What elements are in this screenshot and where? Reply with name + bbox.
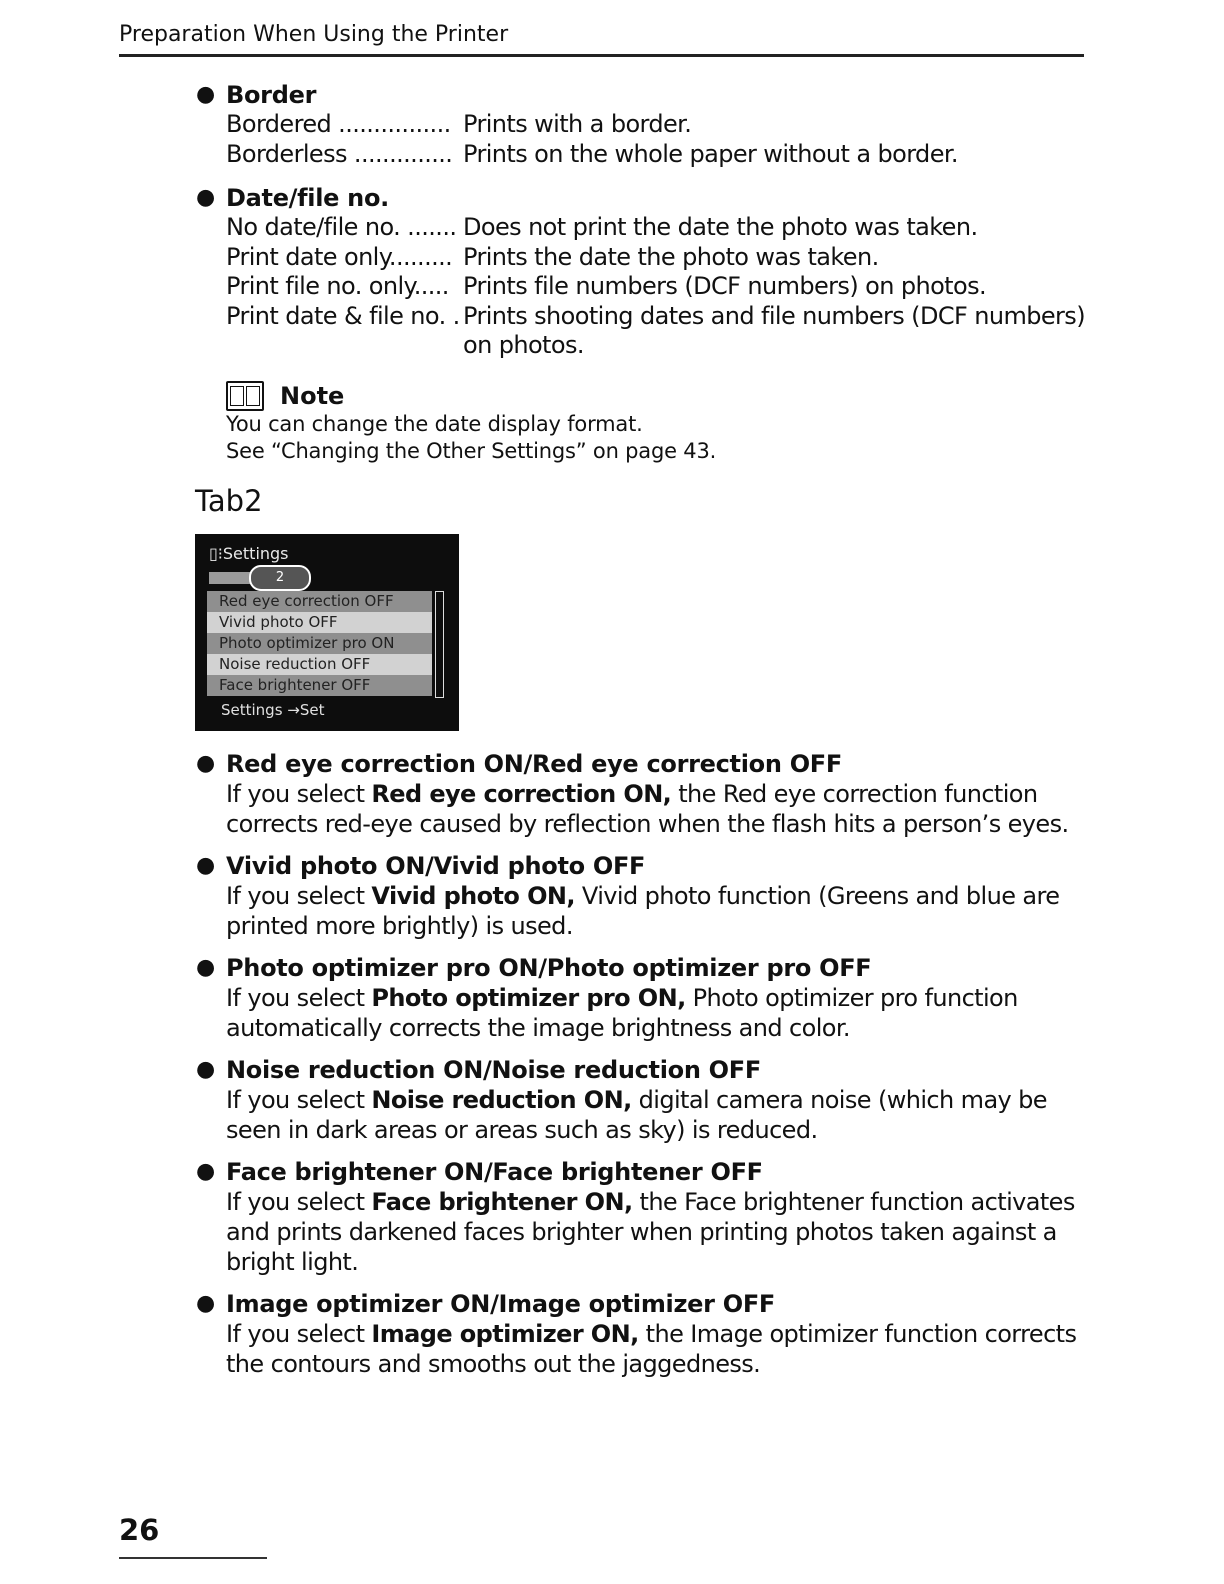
bullet: ● bbox=[196, 1057, 216, 1082]
option-desc: Prints file numbers (DCF numbers) on photos. bbox=[463, 272, 986, 300]
note-line: You can change the date display format. bbox=[226, 412, 643, 436]
item-body: If you select Image optimizer ON, the Image optimizer function corrects the contours and smooths out the jaggedness. bbox=[226, 1320, 1077, 1378]
option-term: Print file no. only..... bbox=[226, 272, 449, 300]
lcd-tab-2: 2 bbox=[249, 565, 311, 591]
bullet: ● bbox=[196, 853, 216, 878]
option-term: Print date & file no. . bbox=[226, 301, 460, 330]
lcd-tab-1 bbox=[209, 572, 253, 584]
option-desc: Does not print the date the photo was taken. bbox=[463, 213, 978, 241]
lcd-item: Red eye correction OFF bbox=[207, 591, 432, 612]
item-face-brightener bbox=[196, 1157, 1086, 1277]
item-title: Face brightener ON/Face brightener OFF bbox=[226, 1158, 763, 1186]
note-title: Note bbox=[280, 382, 345, 410]
item-title: Photo optimizer pro ON/Photo optimizer pro OFF bbox=[226, 954, 872, 982]
lcd-item: Photo optimizer pro ON bbox=[207, 633, 432, 654]
option-row bbox=[226, 140, 1086, 170]
note-box bbox=[226, 381, 716, 465]
bullet: ● bbox=[196, 82, 216, 107]
lcd-scrollbar bbox=[435, 591, 444, 698]
option-row bbox=[226, 331, 1086, 361]
note-line: See “Changing the Other Settings” on page 43. bbox=[226, 439, 717, 463]
page-number-rule bbox=[119, 1557, 267, 1559]
date-section bbox=[196, 183, 1086, 361]
option-term: Bordered ................ bbox=[226, 110, 451, 138]
option-term: No date/file no. ....... bbox=[226, 213, 457, 241]
item-title: Red eye correction ON/Red eye correction OFF bbox=[226, 750, 842, 778]
border-section bbox=[196, 80, 1086, 169]
section-title: Date/file no. bbox=[226, 184, 389, 212]
item-title: Vivid photo ON/Vivid photo OFF bbox=[226, 852, 646, 880]
item-vivid-photo bbox=[196, 851, 1086, 941]
lcd-screenshot bbox=[195, 534, 459, 731]
option-row bbox=[226, 110, 1086, 140]
bullet: ● bbox=[196, 1159, 216, 1184]
option-desc: Prints on the whole paper without a border. bbox=[463, 139, 958, 168]
page-number: 26 bbox=[119, 1513, 160, 1547]
bullet: ● bbox=[196, 1291, 216, 1316]
bullet: ● bbox=[196, 955, 216, 980]
item-title: Noise reduction ON/Noise reduction OFF bbox=[226, 1056, 761, 1084]
header-rule bbox=[119, 54, 1084, 57]
item-body: If you select Red eye correction ON, the Red eye correction function corrects red-eye caused by reflection when the flash hits a person’s eyes. bbox=[226, 780, 1069, 838]
running-header: Preparation When Using the Printer bbox=[119, 22, 509, 47]
item-red-eye bbox=[196, 749, 1086, 839]
option-desc: Prints the date the photo was taken. bbox=[463, 242, 879, 271]
option-term: Borderless .............. bbox=[226, 139, 453, 168]
option-desc: on photos. bbox=[463, 331, 584, 359]
lcd-title: ▯⁝Settings bbox=[209, 544, 289, 563]
item-noise-reduction bbox=[196, 1055, 1086, 1145]
item-photo-optimizer bbox=[196, 953, 1086, 1043]
item-image-optimizer bbox=[196, 1289, 1086, 1379]
item-body: If you select Vivid photo ON, Vivid photo function (Greens and blue are printed more brightly) is used. bbox=[226, 882, 1060, 940]
lcd-tabs bbox=[209, 566, 311, 590]
item-body: If you select Photo optimizer pro ON, Photo optimizer pro function automatically corrects the image brightness and color. bbox=[226, 984, 1018, 1042]
option-desc: Prints with a border. bbox=[463, 110, 692, 138]
lcd-list bbox=[207, 591, 432, 696]
lcd-item: Vivid photo OFF bbox=[207, 612, 432, 633]
note-heading bbox=[226, 381, 716, 411]
section-title: Border bbox=[226, 81, 317, 109]
option-row bbox=[226, 302, 1086, 332]
item-title: Image optimizer ON/Image optimizer OFF bbox=[226, 1290, 776, 1318]
settings-icon: ▯⁝ bbox=[209, 544, 223, 563]
bullet: ● bbox=[196, 751, 216, 776]
tab-heading: Tab2 bbox=[195, 484, 263, 518]
item-body: If you select Face brightener ON, the Face brightener function activates and prints darkened faces brighter when printing photos taken against a bright light. bbox=[226, 1188, 1075, 1276]
lcd-item: Face brightener OFF bbox=[207, 675, 432, 696]
option-row bbox=[226, 243, 1086, 273]
option-term bbox=[226, 331, 463, 361]
lcd-footer: Settings →Set bbox=[221, 701, 325, 719]
option-row bbox=[226, 213, 1086, 243]
option-row bbox=[226, 272, 1086, 302]
option-desc: Prints shooting dates and file numbers (DCF numbers) bbox=[463, 301, 1085, 330]
book-icon bbox=[226, 381, 264, 411]
option-term: Print date only......... bbox=[226, 242, 453, 271]
item-body: If you select Noise reduction ON, digital camera noise (which may be seen in dark areas or areas such as sky) is reduced. bbox=[226, 1086, 1047, 1144]
bullet: ● bbox=[196, 185, 216, 210]
lcd-item: Noise reduction OFF bbox=[207, 654, 432, 675]
